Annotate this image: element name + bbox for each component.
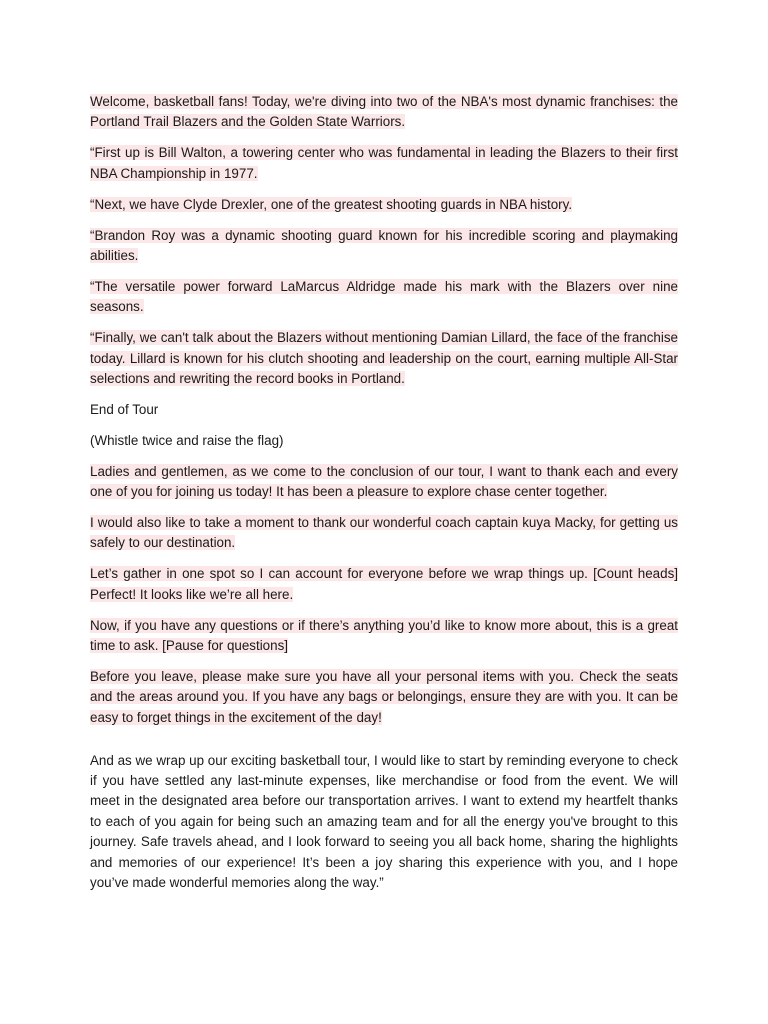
paragraph-count-heads [90, 564, 678, 605]
paragraph-text: “Finally, we can't talk about the Blazers without mentioning Damian Lillard, the face of the franchise today. Lillard is known for his clutch shooting and leadership on the court, earning multiple All-Star selections and rewriting the record books in Portland. [90, 330, 678, 386]
paragraph-bill-walton [90, 143, 678, 184]
paragraph-text: Let’s gather in one spot so I can account for everyone before we wrap things up. [Count heads] Perfect! It looks like we’re all here. [90, 566, 678, 602]
paragraph-conclusion [90, 462, 678, 503]
paragraph-welcome [90, 92, 678, 133]
blank-line [90, 739, 678, 751]
paragraph-belongings [90, 667, 678, 728]
paragraph-wrap-up [90, 751, 678, 894]
paragraph-brandon-roy [90, 226, 678, 267]
paragraph-text: And as we wrap up our exciting basketball tour, I would like to start by reminding everyone to check if you have settled any last-minute expenses, like merchandise or food from the event. We will meet in the designated area before our transportation arrives. I want to extend my heartfelt thanks to each of you again for being such an amazing team and for all the energy you've brought to this journey. Safe travels ahead, and I look forward to seeing you all back home, sharing the highlights and memories of our experience! It’s been a joy sharing this experience with you, and I hope you’ve made wonderful memories along the way.” [90, 752, 678, 891]
paragraph-text: End of Tour [90, 401, 159, 417]
paragraph-whistle [90, 431, 678, 451]
paragraph-text: Ladies and gentlemen, as we come to the conclusion of our tour, I want to thank each and every one of you for joining us today! It has been a pleasure to explore chase center together. [90, 463, 678, 500]
paragraph-text: “Next, we have Clyde Drexler, one of the greatest shooting guards in NBA history. [90, 196, 573, 212]
paragraph-text: “The versatile power forward LaMarcus Aldridge made his mark with the Blazers over nine seasons. [90, 278, 678, 315]
paragraph-text: Now, if you have any questions or if there’s anything you’d like to know more about, this is a great time to ask. [Pause for questions] [90, 617, 678, 654]
paragraph-questions [90, 616, 678, 657]
paragraph-thank-coach [90, 513, 678, 554]
paragraph-text: “Brandon Roy was a dynamic shooting guard known for his incredible scoring and playmaking abilities. [90, 227, 678, 263]
paragraph-damian-lillard [90, 328, 678, 389]
paragraph-text: “First up is Bill Walton, a towering center who was fundamental in leading the Blazers to their first NBA Championship in 1977. [90, 145, 678, 181]
paragraph-lamarcus-aldridge [90, 277, 678, 318]
paragraph-text: (Whistle twice and raise the flag) [90, 432, 284, 448]
paragraph-text: Before you leave, please make sure you have all your personal items with you. Check the seats and the areas around you. If you have any bags or belongings, ensure they are with you. It can be easy to forget things in the excitement of the day! [90, 668, 678, 725]
paragraph-text: Welcome, basketball fans! Today, we're diving into two of the NBA's most dynamic franchises: the Portland Trail Blazers and the Golden State Warriors. [90, 94, 678, 130]
paragraph-text: I would also like to take a moment to thank our wonderful coach captain kuya Macky, for getting us safely to our destination. [90, 515, 678, 551]
paragraph-end-of-tour [90, 400, 678, 420]
paragraph-clyde-drexler [90, 195, 678, 215]
document-page [90, 92, 678, 904]
